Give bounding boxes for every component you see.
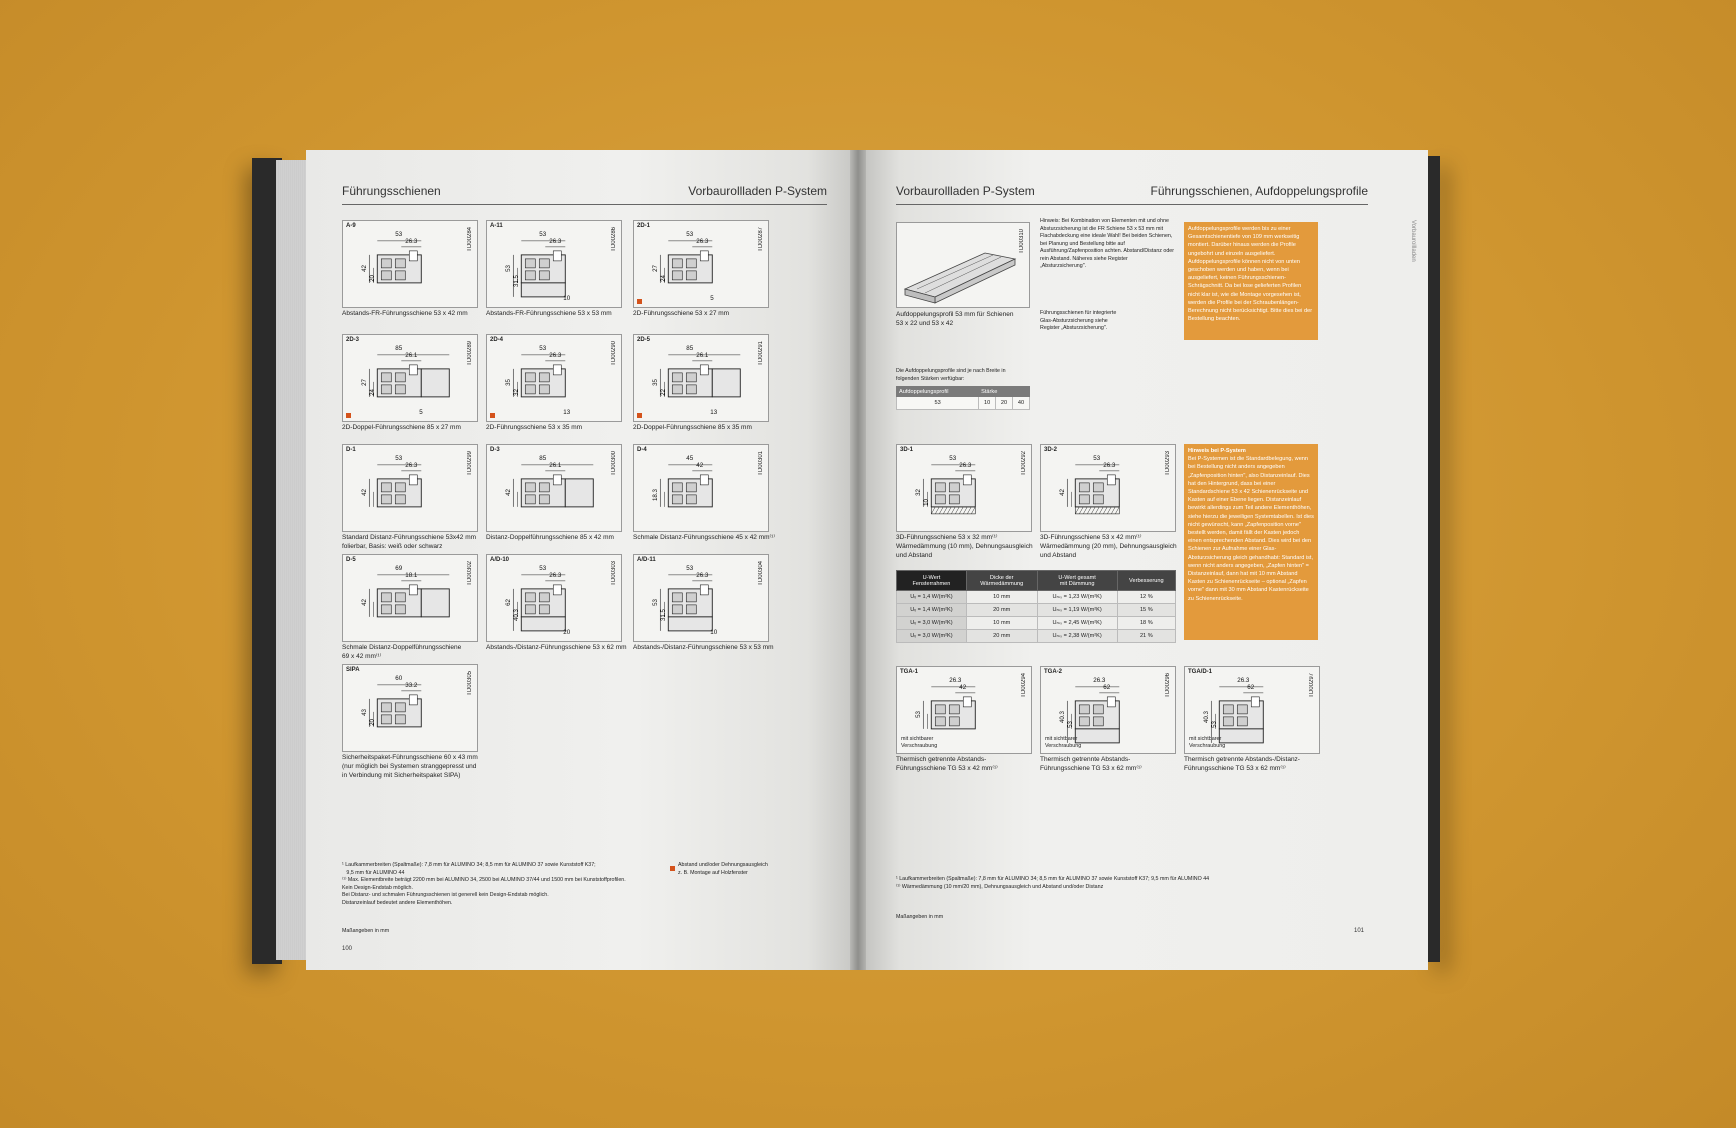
profile-caption: Abstands-FR-Führungsschiene 53 x 42 mm xyxy=(342,310,468,317)
profile-code: D-3 xyxy=(490,447,500,453)
u-wert-cell: 10 mm xyxy=(966,617,1037,630)
u-wert-cell: Uₘₛ = 2,45 W/(m²K) xyxy=(1037,617,1117,630)
dimension-label: 53 xyxy=(395,454,403,462)
dimension-label: 20 xyxy=(369,274,377,282)
side-register-tab: Vorbaurollladen xyxy=(1410,220,1416,262)
header-rule xyxy=(896,204,1368,205)
td-number: TD00293 xyxy=(1165,451,1171,476)
dimension-label: 62 xyxy=(1247,683,1255,691)
cell-staerke-3: 40 xyxy=(1013,397,1030,410)
dimension-label: 53 xyxy=(686,230,694,238)
left-page xyxy=(306,150,851,970)
dimension-label: 53 xyxy=(539,564,547,572)
dimension-label: 33.2 xyxy=(405,681,418,689)
right-header-section: Führungsschienen, Aufdoppelungsprofile xyxy=(1150,184,1368,198)
u-wert-header-cell: Verbesserung xyxy=(1117,571,1175,591)
dimension-label: 27 xyxy=(652,264,660,272)
u-wert-header-cell: U-Wert gesamt mit Dämmung xyxy=(1037,571,1117,591)
orange-note-body: Bei P-Systemen ist die Standardbelegung, wenn bei Bestellung nicht anders angegeben „Zapfenposition hinten", also Distanzeinlauf. Dies hat den Hintergrund, dass bei einer Standardschiene 53 x 42 Schienenrückseite und Kasten auf einer Ebene liegen. Distanzeinlauf bewirkt allerdings zum Teil andere Elementhöhen, siehe hierzu die jeweiligen Systemtabellen. Ist dies nicht gewünscht, kann „Zapfenposition vorne" bestellt werden, damit fällt der Kasten jedoch einen entsprechenden Abstand. Dies wird bei den Schienen zur Aufnahme einer Glas-Absturzsicherung gleich gehandhabt: Standard ist, wenn nicht anders angegeben, „Zapfen hinten" = Distanzeinlauf, dann hat mit 10 mm Abstand Kasten zu Schienenrückseite – optional „Zapfen vorne" dann mit 30 mm Abstand Kastenrückseite zu Schienenrückseite. xyxy=(1188,456,1314,602)
cell-staerke-1: 10 xyxy=(979,397,996,410)
orange-note-aufdoppelung: Aufdoppelungsprofile werden bis zu einer Gesamtschienentiefe von 109 mm werkseitig montiert. Darüber hinaus werden die Profile ungebohrt und einzeln ausgeliefert. Aufdoppelungsprofile können nicht von unten geschoben werden und haben, wenn bei ausgeliefert, keinen Führungsschienen-Schrägschnitt. Da bei lose gelieferten Profilen nicht klar ist, wie die Montage vorgesehen ist, werden die Profile bei der Schraubenlängen-Berechnung nicht berücksichtigt. Bitte dies bei der Bestellung beachten. xyxy=(1184,222,1318,340)
footnote-line: ⁽¹⁾ Wärmedämmung (10 mm/20 mm), Dehnungsausgleich und Abstand und/oder Distanz xyxy=(896,883,1104,890)
dimension-label: 26.3 xyxy=(696,237,709,245)
dimension-label: 45 xyxy=(686,454,694,462)
td-number: TD00287 xyxy=(758,227,764,252)
open-brochure xyxy=(250,150,1440,970)
orange-legend-marker xyxy=(637,413,642,418)
header-rule xyxy=(342,204,827,205)
profile-drawing-3d-1 xyxy=(896,444,1032,532)
u-wert-cell: 10 mm xyxy=(966,591,1037,604)
u-wert-cell: Uₘₛ = 1,23 W/(m²K) xyxy=(1037,591,1117,604)
dimension-label: 42 xyxy=(361,598,369,606)
profile-drawing-a-9 xyxy=(342,220,478,308)
dimension-label: 22 xyxy=(660,388,668,396)
dimension-label: 31.5 xyxy=(660,608,668,621)
td-number: TD00303 xyxy=(611,561,617,586)
u-wert-row xyxy=(897,630,1176,643)
profile-drawing-d-5 xyxy=(342,554,478,642)
profile-code: A-11 xyxy=(490,223,503,229)
dimension-label: 40.3 xyxy=(1059,710,1067,723)
profile-drawing-a-d-11 xyxy=(633,554,769,642)
td-number: TD00286 xyxy=(611,227,617,252)
profile-drawing-a-11 xyxy=(486,220,622,308)
profile-caption: Abstands-/Distanz-Führungsschiene 53 x 62 mm xyxy=(486,644,627,651)
td-number: TD00296 xyxy=(1165,673,1171,698)
dimension-label: 85 xyxy=(539,454,547,462)
profile-caption: Thermisch getrennte Abstands-/Distanz- Führungsschiene TG 53 x 62 mm⁽¹⁾ xyxy=(1184,756,1300,772)
u-wert-row xyxy=(897,617,1176,630)
right-header-title: Vorbaurollladen P-System xyxy=(896,184,1035,198)
profile-drawing-a-d-10 xyxy=(486,554,622,642)
u-wert-cell: 12 % xyxy=(1117,591,1175,604)
dimension-label: 10 xyxy=(710,628,718,636)
dimension-label: 26.1 xyxy=(696,351,709,359)
profile-caption: Distanz-Doppelführungsschiene 85 x 42 mm xyxy=(486,534,614,541)
dimension-label: 26.3 xyxy=(1093,676,1106,684)
footnote-line: 9,5 mm für ALUMINO 44 xyxy=(342,869,405,876)
profile-code: 2D-1 xyxy=(637,223,651,229)
profile-code: 2D-5 xyxy=(637,337,651,343)
profile-code: SIPA xyxy=(346,667,360,673)
dimension-label: 26.3 xyxy=(1103,461,1116,469)
td-number: TD00284 xyxy=(467,227,473,252)
profile-code: 2D-3 xyxy=(346,337,360,343)
dimension-label: 26.3 xyxy=(549,571,562,579)
profile-code: 3D-1 xyxy=(900,447,914,453)
dimension-label: 13 xyxy=(710,408,718,416)
profile-code: A/D-10 xyxy=(490,557,510,563)
dimension-label: 85 xyxy=(686,344,694,352)
profile-caption: Thermisch getrennte Abstands- Führungsschiene TG 53 x 62 mm⁽¹⁾ xyxy=(1040,756,1142,772)
u-wert-cell: Uᵥ = 1,4 W/(m²K) xyxy=(897,591,967,604)
left-header-system: Vorbaurollladen P-System xyxy=(688,184,827,198)
profile-code: D-1 xyxy=(346,447,356,453)
profile-drawing-d-3 xyxy=(486,444,622,532)
profile-drawing-sipa xyxy=(342,664,478,752)
left-header-title: Führungsschienen xyxy=(342,184,441,198)
dimension-label: 53 xyxy=(949,454,957,462)
dimension-label: 26.1 xyxy=(549,461,562,469)
orange-legend-marker xyxy=(490,413,495,418)
td-number: TD00310 xyxy=(1019,229,1025,254)
dimension-label: 26.3 xyxy=(1237,676,1250,684)
footnote-line: Bei Distanz- und schmalen Führungsschienen ist generell kein Design-Endstab möglich. xyxy=(342,892,549,898)
dimension-label: 42 xyxy=(696,461,704,469)
td-number: TD00305 xyxy=(467,671,473,696)
aufdoppelung-caption: Aufdoppelungsprofil 53 mm für Schienen 53 x 22 und 53 x 42 xyxy=(896,311,1014,327)
dimension-label: 53 xyxy=(686,564,694,572)
u-wert-header-row xyxy=(897,571,1176,591)
profile-drawing-2d-5 xyxy=(633,334,769,422)
dimension-label: 26.3 xyxy=(405,237,418,245)
u-wert-cell: 15 % xyxy=(1117,604,1175,617)
dimension-label: 26.1 xyxy=(405,351,418,359)
dimension-label: 32 xyxy=(513,388,521,396)
dimension-label: 53 xyxy=(1067,720,1075,728)
dimension-label: 43 xyxy=(361,708,369,716)
td-number: TD00304 xyxy=(758,561,764,586)
footnote-line: ⁽¹⁾ Max. Elementbreite beträgt 2200 mm bei ALUMINO 34, 2500 bei ALUMINO 37/44 und 1500 mm bei Kunststoffprofilen. xyxy=(342,877,626,883)
orange-note-p-system xyxy=(1184,444,1318,640)
u-wert-cell: 20 mm xyxy=(966,604,1037,617)
profile-caption: 3D-Führungsschiene 53 x 42 mm⁽¹⁾ Wärmedämmung (20 mm), Dehnungsausgleich und Abstand xyxy=(1040,534,1177,559)
legend-marker xyxy=(670,866,675,871)
dimension-label: 53 xyxy=(652,598,660,606)
right-page xyxy=(866,150,1428,970)
dimension-label: 26.3 xyxy=(405,461,418,469)
screw-note: mit sichtbarer Verschraubung xyxy=(1189,736,1226,749)
dimension-label: 42 xyxy=(361,264,369,272)
staerken-table xyxy=(896,386,1030,410)
profile-code: 2D-4 xyxy=(490,337,504,343)
dimension-label: 35 xyxy=(652,378,660,386)
dimension-label: 26.3 xyxy=(549,237,562,245)
profile-caption: Abstands-FR-Führungsschiene 53 x 53 mm xyxy=(486,310,612,317)
dimension-label: 31.5 xyxy=(513,274,521,287)
dimension-label: 85 xyxy=(395,344,403,352)
profile-code: D-4 xyxy=(637,447,647,453)
u-wert-row xyxy=(897,591,1176,604)
dimension-label: 42 xyxy=(1059,488,1067,496)
th-staerke: Stärke xyxy=(979,387,1030,397)
th-profil: Aufdoppelungsprofil xyxy=(897,387,979,397)
dimension-label: 18.1 xyxy=(405,571,418,579)
dimension-label: 69 xyxy=(395,564,403,572)
cell-staerke-2: 20 xyxy=(996,397,1013,410)
profile-caption: 2D-Führungsschiene 53 x 35 mm xyxy=(486,424,583,431)
dimension-label: 53 xyxy=(1093,454,1101,462)
dimension-label: 26.3 xyxy=(549,351,562,359)
u-wert-header-cell: U-Wert Fensterrahmen xyxy=(897,571,967,591)
orange-legend-marker xyxy=(346,413,351,418)
orange-note-title: Hinweis bei P-System xyxy=(1188,448,1246,454)
dimension-label: 5 xyxy=(710,294,714,302)
profile-code: TGA-2 xyxy=(1044,669,1062,675)
td-number: TD00297 xyxy=(1309,673,1315,698)
book-gutter xyxy=(850,150,866,970)
profile-caption: 2D-Führungsschiene 53 x 27 mm xyxy=(633,310,730,317)
profile-drawing-d-1 xyxy=(342,444,478,532)
dimension-label: 53 xyxy=(539,344,547,352)
footnote-line: Distanzeinlauf bedeutet andere Elementhöhen. xyxy=(342,899,453,906)
u-wert-cell: 20 mm xyxy=(966,630,1037,643)
dimension-label: 10 xyxy=(923,498,931,506)
profile-drawing-tga-2 xyxy=(1040,666,1176,754)
td-number: TD00300 xyxy=(611,451,617,476)
dimension-label: 40.3 xyxy=(513,608,521,621)
u-wert-table xyxy=(896,570,1176,643)
screw-note: mit sichtbarer Verschraubung xyxy=(901,736,938,749)
td-number: TD00299 xyxy=(467,451,473,476)
profile-caption: Standard Distanz-Führungsschiene 53x42 mm folierbar, Basis: weiß oder schwarz xyxy=(342,534,477,550)
profile-code: 3D-2 xyxy=(1044,447,1058,453)
u-wert-cell: Uᵥ = 3,0 W/(m²K) xyxy=(897,617,967,630)
profile-caption: 3D-Führungsschiene 53 x 32 mm⁽¹⁾ Wärmedämmung (10 mm), Dehnungsausgleich und Abstand xyxy=(896,534,1033,559)
screw-note: mit sichtbarer Verschraubung xyxy=(1045,736,1082,749)
profile-drawing-2d-1 xyxy=(633,220,769,308)
dimension-label: 35 xyxy=(505,378,513,386)
glas-hinweis: Führungsschienen für integrierte Glas-Absturzsicherung siehe Register „Absturzsicherung". xyxy=(1040,310,1117,331)
profile-drawing-tga-d-1 xyxy=(1184,666,1320,754)
hinweis-text: Hinweis: Bei Kombination von Elementen mit und ohne Absturzsicherung ist die FR Schiene 53 x 53 mm mit Flachabdeckung eine ideale Wahl! Bei beiden Schienen, bei Planung und Bestellung bitte auf Ausführung/Zapfenposition achten. Abstand/Distanz oder rein Abstand. Näheres siehe Register „Absturzsicherung". xyxy=(1040,218,1174,269)
orange-legend-marker xyxy=(637,299,642,304)
profile-code: A-9 xyxy=(346,223,356,229)
td-number: TD00292 xyxy=(1021,451,1027,476)
profile-code: A/D-11 xyxy=(637,557,656,563)
dimension-label: 62 xyxy=(1103,683,1111,691)
left-units-note: Maßangeben in mm xyxy=(342,928,390,934)
dimension-label: 42 xyxy=(959,683,967,691)
right-page-number: 101 xyxy=(1353,928,1364,934)
rail-perspective-drawing xyxy=(897,223,1029,307)
aufdoppelung-drawing xyxy=(896,222,1030,308)
dimension-label: 26.3 xyxy=(959,461,972,469)
dimension-label: 53 xyxy=(1211,720,1219,728)
dimension-label: 60 xyxy=(395,674,403,682)
left-page-number: 100 xyxy=(342,946,353,952)
u-wert-header-cell: Dicke der Wärmedämmung xyxy=(966,571,1037,591)
u-wert-cell: Uᵥ = 1,4 W/(m²K) xyxy=(897,604,967,617)
td-number: TD00291 xyxy=(758,341,764,366)
profile-drawing-2d-4 xyxy=(486,334,622,422)
td-number: TD00294 xyxy=(1021,673,1027,698)
dimension-label: 10 xyxy=(563,294,571,302)
profile-drawing-d-4 xyxy=(633,444,769,532)
legend-text: Abstand und/oder Dehnungsausgleich z. B. Montage auf Holzfenster xyxy=(678,862,768,876)
cell-profil: 53 xyxy=(897,397,979,410)
td-number: TD00302 xyxy=(467,561,473,586)
dimension-label: 53 xyxy=(915,710,923,718)
profile-code: TGA-1 xyxy=(900,669,918,675)
profile-caption: Sicherheitspaket-Führungsschiene 60 x 43 mm (nur möglich bei Systemen stranggepresst und in Verbindung mit Sicherheitspaket SIPA) xyxy=(342,754,478,779)
dimension-label: 62 xyxy=(505,598,513,606)
dimension-label: 53 xyxy=(505,264,513,272)
u-wert-row xyxy=(897,604,1176,617)
left-footnotes xyxy=(342,862,672,907)
u-wert-cell: 21 % xyxy=(1117,630,1175,643)
u-wert-cell: Uᵥ = 3,0 W/(m²K) xyxy=(897,630,967,643)
profile-code: TGA/D-1 xyxy=(1188,669,1212,675)
profile-drawing-3d-2 xyxy=(1040,444,1176,532)
profile-caption: Abstands-/Distanz-Führungsschiene 53 x 53 mm xyxy=(633,644,774,651)
dimension-label: 26.3 xyxy=(949,676,962,684)
page-edges xyxy=(276,160,306,960)
footnote-line: ¹ Laufkammerbreiten (Spaltmaße): 7,8 mm für ALUMINO 34; 8,5 mm für ALUMINO 37 sowie Kunststoff K37; xyxy=(342,862,596,868)
profile-code: D-5 xyxy=(346,557,356,563)
dimension-label: 5 xyxy=(419,408,423,416)
footnote-line: ¹ Laufkammerbreiten (Spaltmaße): 7,8 mm für ALUMINO 34; 8,5 mm für ALUMINO 37 sowie Kunststoff K37; 9,5 mm für ALUMINO 44 xyxy=(896,876,1210,882)
staerken-intro: Die Aufdoppelungsprofile sind je nach Breite in folgenden Stärken verfügbar: xyxy=(896,368,1006,382)
dimension-label: 40.3 xyxy=(1203,710,1211,723)
dimension-label: 42 xyxy=(361,488,369,496)
dimension-label: 53 xyxy=(539,230,547,238)
book-cover-right xyxy=(1428,156,1440,962)
profile-cross-section-drawing xyxy=(634,445,768,531)
td-number: TD00301 xyxy=(758,451,764,476)
profile-caption: 2D-Doppel-Führungsschiene 85 x 27 mm xyxy=(342,424,461,431)
dimension-label: 20 xyxy=(563,628,571,636)
profile-caption: Schmale Distanz-Doppelführungsschiene 69 x 42 mm⁽¹⁾ xyxy=(342,644,462,660)
dimension-label: 26.3 xyxy=(696,571,709,579)
u-wert-cell: Uₘₛ = 2,38 W/(m²K) xyxy=(1037,630,1117,643)
profile-caption: Schmale Distanz-Führungsschiene 45 x 42 mm⁽¹⁾ xyxy=(633,534,775,541)
right-units-note: Maßangeben in mm xyxy=(896,914,944,920)
dimension-label: 32 xyxy=(915,488,923,496)
footnote-line: Kein Design-Endstab möglich. xyxy=(342,884,413,891)
u-wert-cell: Uₘₛ = 1,19 W/(m²K) xyxy=(1037,604,1117,617)
profile-drawing-tga-1 xyxy=(896,666,1032,754)
td-number: TD00289 xyxy=(467,341,473,366)
dimension-label: 27 xyxy=(361,378,369,386)
dimension-label: 18.3 xyxy=(652,488,660,501)
dimension-label: 24 xyxy=(369,388,377,396)
u-wert-cell: 18 % xyxy=(1117,617,1175,630)
dimension-label: 20 xyxy=(369,718,377,726)
dimension-label: 13 xyxy=(563,408,571,416)
profile-drawing-2d-3 xyxy=(342,334,478,422)
dimension-label: 42 xyxy=(505,488,513,496)
dimension-label: 24 xyxy=(660,274,668,282)
dimension-label: 53 xyxy=(395,230,403,238)
td-number: TD00290 xyxy=(611,341,617,366)
right-footnotes xyxy=(896,876,1316,891)
profile-caption: 2D-Doppel-Führungsschiene 85 x 35 mm xyxy=(633,424,752,431)
profile-caption: Thermisch getrennte Abstands- Führungsschiene TG 53 x 42 mm⁽¹⁾ xyxy=(896,756,998,772)
